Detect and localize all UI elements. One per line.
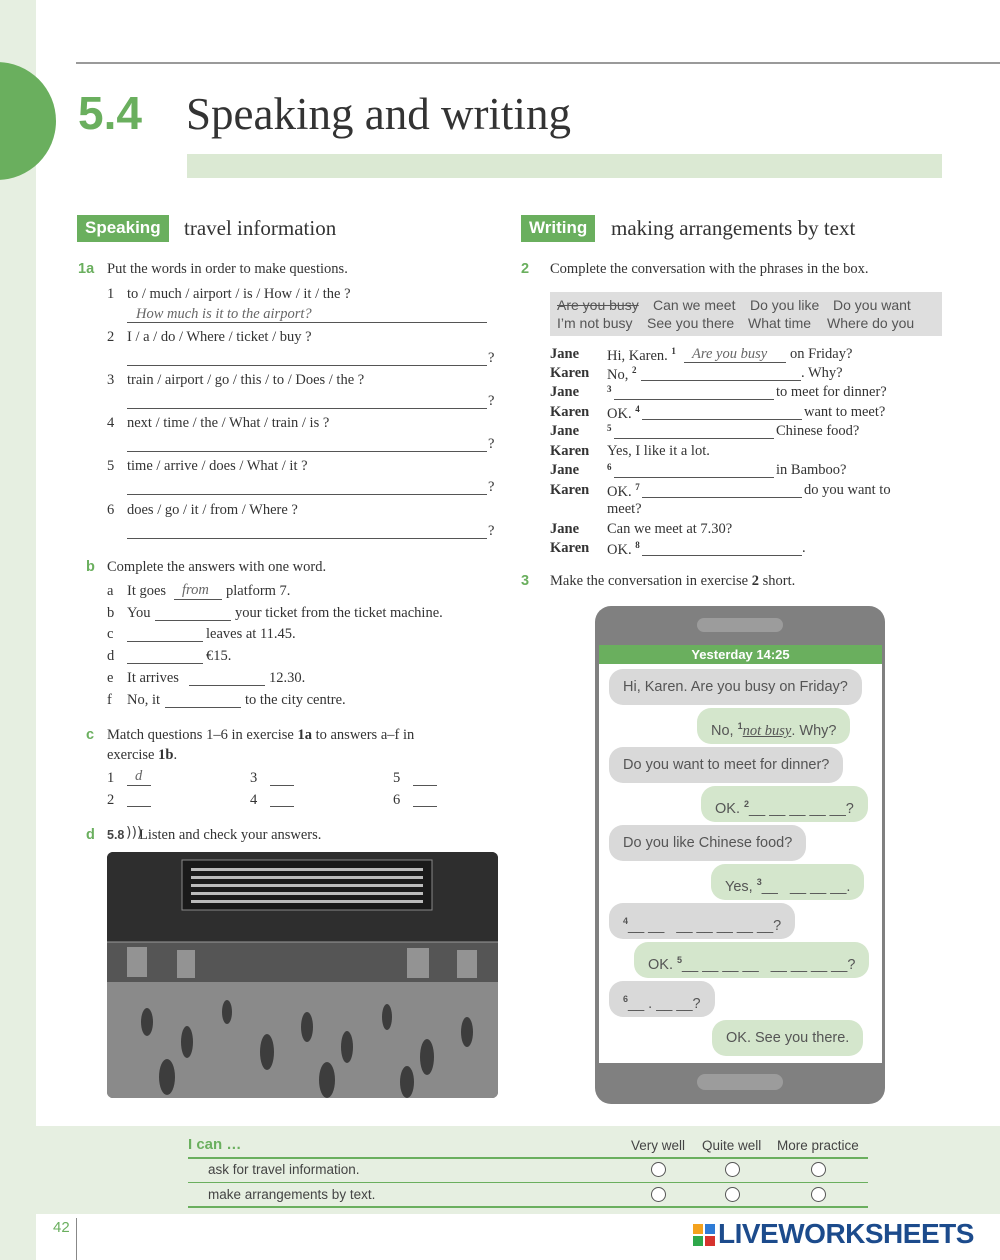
1b-f-pre: No, it (127, 692, 161, 708)
chat-message: Do you want to meet for dinner? (609, 747, 843, 783)
phrase-item: What time (748, 315, 812, 331)
chat-message: No, $^1$not busy. Why? (697, 708, 850, 744)
q2-words: I / a / do / Where / ticket / buy ? (127, 329, 312, 345)
q5-line[interactable] (127, 494, 487, 495)
col-quite-well: Quite well (702, 1138, 762, 1153)
line-9: Can we meet at 7.30? (607, 521, 733, 537)
col-very-well: Very well (631, 1138, 686, 1153)
q6-number: 6 (107, 502, 115, 518)
q1-words: to / much / airport / is / How / it / the ? (127, 286, 351, 302)
match-5-number: 5 (393, 770, 401, 786)
phrase-box (550, 292, 942, 336)
speaker: Jane (550, 346, 579, 362)
line-1: Hi, Karen. $^1$ (607, 346, 676, 364)
section-number: 5.4 (78, 87, 142, 139)
speaker: Karen (550, 404, 590, 420)
phrase-item: Where do you (827, 315, 915, 331)
match-4-line[interactable] (270, 806, 294, 807)
speaker: Karen (550, 482, 590, 498)
line-2-gap[interactable] (641, 380, 801, 381)
radio-quite-well-1[interactable] (725, 1162, 740, 1177)
1b-d-letter: d (107, 648, 115, 664)
match-6-line[interactable] (413, 806, 437, 807)
1b-b-line[interactable] (155, 620, 231, 621)
line-4-post: want to meet? (804, 404, 886, 420)
line-7-gap[interactable] (614, 477, 774, 478)
phrase-item: Do you want (833, 297, 911, 313)
speaker: Jane (550, 521, 579, 537)
1b-f-letter: f (107, 692, 112, 708)
1b-b-post: your ticket from the ticket machine. (235, 605, 443, 621)
ex-1a-instruction: Put the words in order to make questions. (107, 261, 348, 277)
q6-line[interactable] (127, 538, 487, 539)
ican-rule (188, 1206, 868, 1208)
q5-qmark: ? (488, 479, 495, 495)
phrase-item: I’m not busy (557, 315, 633, 331)
q1-line (127, 322, 487, 323)
match-1-number: 1 (107, 770, 115, 786)
q6-qmark: ? (488, 523, 495, 539)
q4-line[interactable] (127, 451, 487, 452)
audio-track: 5.8 (107, 828, 125, 842)
ex-2-label: 2 (521, 261, 530, 277)
phone-home-button (697, 1074, 783, 1090)
chat-message: Hi, Karen. Are you busy on Friday? (609, 669, 862, 705)
line-3-post: to meet for dinner? (776, 384, 887, 400)
radio-quite-well-2[interactable] (725, 1187, 740, 1202)
ex-2-instruction: Complete the conversation with the phrases in the box. (550, 261, 869, 277)
1b-c-post: leaves at 11.45. (206, 626, 296, 642)
writing-badge: Writing (521, 215, 595, 242)
q5-number: 5 (107, 458, 115, 474)
match-6-number: 6 (393, 792, 401, 808)
ex-1c-instruction-line1: Match questions 1–6 in exercise 1a to answers a–f in (107, 727, 415, 743)
speaker: Karen (550, 365, 590, 381)
1b-a-post: platform 7. (226, 583, 291, 599)
ex-1c-instruction-line2: exercise 1b. (107, 747, 178, 763)
side-band (0, 0, 36, 1260)
liveworksheets-logo-icon (693, 1224, 715, 1246)
line-8-cont: meet? (607, 501, 642, 517)
title-bar (187, 154, 942, 178)
line-8-post: do you want to (804, 482, 891, 498)
ex-1d-instruction: Listen and check your answers. (139, 827, 322, 843)
q2-number: 2 (107, 329, 115, 345)
match-2-number: 2 (107, 792, 115, 808)
q3-words: train / airport / go / this / to / Does / the ? (127, 372, 365, 388)
line-1-post: on Friday? (790, 346, 853, 362)
ex-1c-label: c (86, 727, 95, 743)
section-circle (0, 62, 56, 180)
q5-words: time / arrive / does / What / it ? (127, 458, 308, 474)
section-title: Speaking and writing (186, 89, 571, 139)
ican-title: I can … (188, 1136, 242, 1153)
1b-a-answer[interactable]: from (182, 582, 209, 598)
1b-a-line (174, 599, 222, 600)
1b-a-pre: It goes (127, 583, 167, 599)
audio-icon[interactable]: ))) (126, 825, 143, 841)
line-4: OK. $^4$ (607, 404, 640, 422)
line-1-gap (684, 362, 786, 363)
chat-message[interactable]: OK. $^2$__ __ __ __ __? (701, 786, 868, 822)
chat-message[interactable]: OK. $^5$__ __ __ __ __ __ __ __? (634, 942, 869, 978)
ican-rule (188, 1182, 868, 1183)
1b-e-post: 12.30. (269, 670, 306, 686)
line-5: 5 (607, 423, 612, 433)
radio-more-practice-1[interactable] (811, 1162, 826, 1177)
line-5-post: Chinese food? (776, 423, 860, 439)
q2-qmark: ? (488, 350, 495, 366)
speaker: Karen (550, 540, 590, 556)
chat-message: Do you like Chinese food? (609, 825, 806, 861)
q3-qmark: ? (488, 393, 495, 409)
line-3-gap[interactable] (614, 399, 774, 400)
1b-c-letter: c (107, 626, 114, 642)
chat-message[interactable]: $^4$__ __ __ __ __ __ __? (609, 903, 795, 939)
q3-number: 3 (107, 372, 115, 388)
phrase-item: Can we meet (653, 297, 736, 313)
match-1-line (127, 785, 151, 786)
1b-f-post: to the city centre. (245, 692, 346, 708)
q4-qmark: ? (488, 436, 495, 452)
col-more-practice: More practice (777, 1138, 859, 1153)
ex-3-instruction: Make the conversation in exercise 2 short. (550, 573, 796, 589)
station-photo (107, 852, 498, 1098)
q6-words: does / go / it / from / Where ? (127, 502, 298, 518)
speaker: Karen (550, 443, 590, 459)
radio-more-practice-2[interactable] (811, 1187, 826, 1202)
1b-f-line[interactable] (165, 707, 241, 708)
match-5-line[interactable] (413, 785, 437, 786)
chat-message[interactable]: Yes, $^3$__ __ __ __. (711, 864, 864, 900)
chat-date-header: Yesterday 14:25 (599, 645, 882, 664)
writing-heading: making arrangements by text (611, 216, 856, 240)
line-1-answer[interactable]: Are you busy (692, 346, 768, 362)
q3-line[interactable] (127, 408, 487, 409)
chat-message[interactable]: $^6$__ . __ __? (609, 981, 715, 1017)
speaker: Jane (550, 384, 579, 400)
line-4-gap[interactable] (642, 419, 802, 420)
match-1-answer[interactable]: d (135, 768, 143, 784)
line-5-gap[interactable] (614, 438, 774, 439)
line-2-post: . Why? (801, 365, 843, 381)
q1-number: 1 (107, 286, 115, 302)
ican-row-1: ask for travel information. (208, 1162, 360, 1177)
1b-d-line[interactable] (127, 663, 203, 664)
ex-1a-label: 1a (78, 261, 95, 277)
match-4-number: 4 (250, 792, 258, 808)
ex-1d-label: d (86, 827, 95, 843)
match-3-number: 3 (250, 770, 258, 786)
line-7-post: in Bamboo? (776, 462, 847, 478)
ex-1b-label: b (86, 559, 95, 575)
chat-answer[interactable]: not busy (742, 722, 792, 739)
brand-wordmark[interactable]: LIVEWORKSHEETS (718, 1218, 974, 1249)
speaker: Jane (550, 462, 579, 478)
top-rule (76, 62, 1000, 64)
chat-message: OK. See you there. (712, 1020, 863, 1056)
1b-b-pre: You (127, 605, 151, 621)
radio-very-well-1[interactable] (651, 1162, 666, 1177)
speaker: Jane (550, 423, 579, 439)
q4-words: next / time / the / What / train / is ? (127, 415, 330, 431)
1b-e-letter: e (107, 670, 114, 686)
match-3-line[interactable] (270, 785, 294, 786)
q2-line[interactable] (127, 365, 487, 366)
line-6: Yes, I like it a lot. (607, 443, 710, 459)
1b-d-post: €15. (206, 648, 232, 664)
phone-speaker (697, 618, 783, 632)
ex-1b-instruction: Complete the answers with one word. (107, 559, 327, 575)
line-3: 3 (607, 384, 612, 394)
station-illustration (107, 852, 498, 1098)
1b-c-line[interactable] (127, 641, 203, 642)
line-10-post: . (802, 540, 806, 556)
radio-very-well-2[interactable] (651, 1187, 666, 1202)
speaking-badge: Speaking (77, 215, 169, 242)
q1-answer[interactable]: How much is it to the airport? (136, 306, 312, 322)
phrase-item: See you there (647, 315, 735, 331)
1b-e-pre: It arrives (127, 670, 179, 686)
page-divider (76, 1218, 77, 1260)
speaking-heading: travel information (184, 216, 337, 240)
phrase-item: Do you like (750, 297, 820, 313)
q4-number: 4 (107, 415, 115, 431)
line-8-gap[interactable] (642, 497, 802, 498)
ican-rule (188, 1157, 868, 1159)
line-7: 6 (607, 462, 612, 472)
line-8: OK. $^7$ (607, 482, 640, 500)
1b-b-letter: b (107, 605, 115, 621)
line-2: No, $^2$ (607, 365, 637, 383)
ican-row-2: make arrangements by text. (208, 1187, 376, 1202)
line-10: OK. $^8$ (607, 540, 640, 558)
phrase-item: Are you busy (557, 297, 639, 313)
page-number: 42 (53, 1219, 70, 1236)
line-10-gap[interactable] (642, 555, 802, 556)
1b-a-letter: a (107, 583, 114, 599)
match-2-line[interactable] (127, 806, 151, 807)
ex-3-label: 3 (521, 573, 530, 589)
1b-e-line[interactable] (189, 685, 265, 686)
